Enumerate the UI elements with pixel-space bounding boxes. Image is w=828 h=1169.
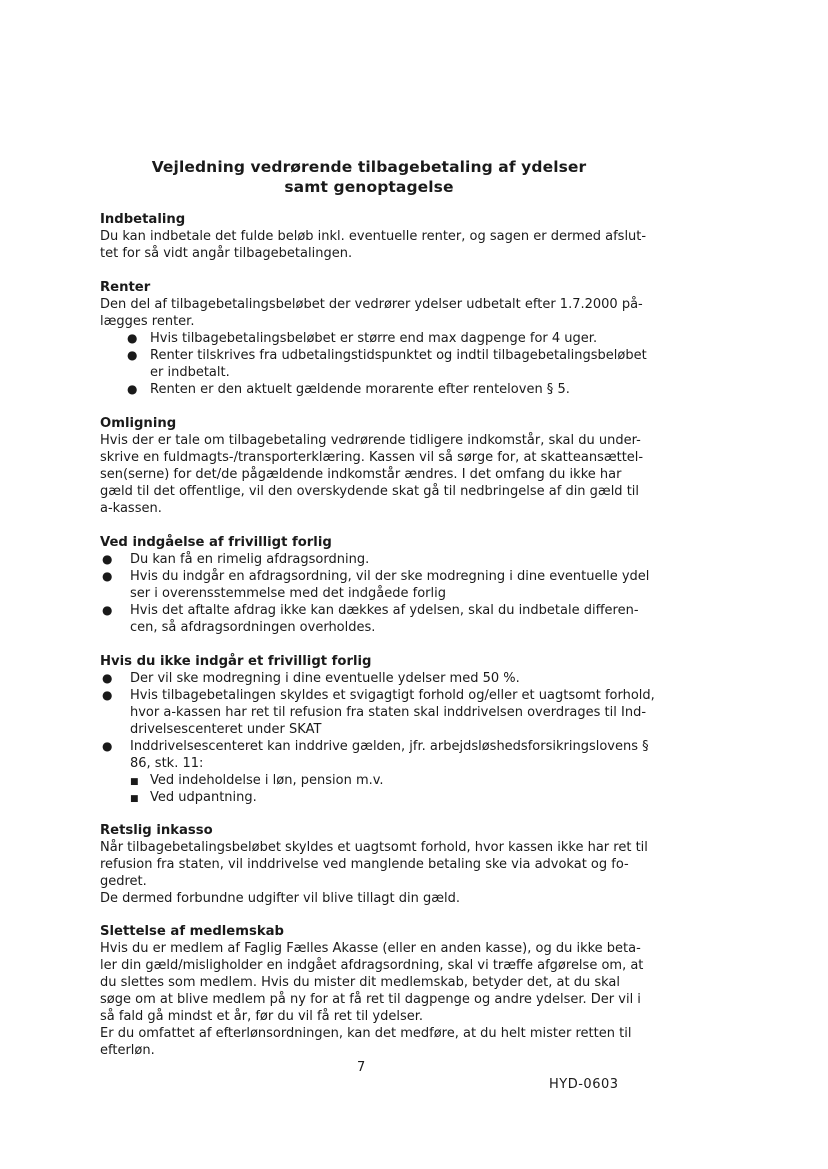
document-title [0,157,738,197]
title-line-2: samt genoptagelse [284,178,454,196]
section-heading: Retslig inkasso [100,823,213,838]
section-text: Når tilbagebetalingsbeløbet skyldes et uagtsomt forhold, hvor kassen ikke har ret til refusion fra staten, vil inddrivelse ved manglende betaling ske via advokat og fo- gedret. De dermed forbundne udgifter vil blive tillagt din gæld. [100,840,648,906]
section-heading: Slettelse af medlemskab [100,924,284,939]
bullet-icon: ● [102,552,113,566]
list-item: ● Renten er den aktuelt gældende morarente efter renteloven § 5. [127,382,570,397]
section-indbetaling [100,211,700,262]
bullet-list [100,670,700,772]
section-slettelse [100,923,700,1059]
document-code: HYD-0603 [549,1077,619,1092]
section-omligning [100,415,700,517]
list-item: ● Der vil ske modregning i dine eventuelle ydelser med 50 %. [102,671,520,686]
bullet-icon: ● [102,739,113,753]
section-text: Den del af tilbagebetalingsbeløbet der vedrører ydelser udbetalt efter 1.7.2000 på- lægges renter. [100,297,643,329]
square-bullet-icon: ■ [130,794,139,804]
list-item: ● Renter tilskrives fra udbetalingstidspunktet og indtil tilbagebetalingsbeløbet er indbetalt. [127,348,647,380]
section-text: Du kan indbetale det fulde beløb inkl. eventuelle renter, og sagen er dermed afslut- tet for så vidt angår tilbagebetalingen. [100,229,647,261]
list-item: ● Hvis tilbagebetalingsbeløbet er større end max dagpenge for 4 uger. [127,331,598,346]
section-inkasso [100,822,700,907]
bullet-icon: ● [127,331,138,345]
list-item: ■ Ved indeholdelse i løn, pension m.v. [100,772,700,789]
section-heading: Ved indgåelse af frivilligt forlig [100,535,332,550]
section-text: Hvis du er medlem af Faglig Fælles Akasse (eller en anden kasse), og du ikke beta- ler din gæld/misligholder en indgået afdragsordning, skal vi træffe afgørelse om, at du slettes som medlem. Hvis du mister dit medlemskab, betyder det, at du skal søge om at blive medlem på ny for at få ret til dagpenge og andre ydelser. Der vil i så fald gå mindst et år, før du vil få ret til ydelser. Er du omfattet af efterlønsordningen, kan det medføre, at du helt mister retten til efterløn. [100,941,644,1058]
bullet-icon: ● [127,348,138,362]
bullet-icon: ● [102,569,113,583]
section-text: Hvis der er tale om tilbagebetaling vedrørende tidligere indkomstår, skal du under- skrive en fuldmagts-/transporterklæring. Kassen vil så sørge for, at skatteansættel- sen(serne) for det/de pågældende indkomstår ændres. I det omfang du ikke har gæld til det offentlige, vil den overskydende skat gå til nedbringelse af din gæld til a-kassen. [100,433,644,516]
list-item: ● Hvis du indgår en afdragsordning, vil der ske modregning i dine eventuelle ydel ser i overensstemmelse med det indgåede forlig [102,569,650,601]
section-forlig [100,534,700,636]
section-ikke-forlig [100,653,700,806]
section-heading: Hvis du ikke indgår et frivilligt forlig [100,654,372,669]
title-line-1: Vejledning vedrørende tilbagebetaling af ydelser [151,158,587,176]
section-heading: Omligning [100,416,177,431]
list-item: ■ Ved udpantning. [100,789,700,806]
section-renter [100,279,700,398]
bullet-icon: ● [102,603,113,617]
bullet-icon: ● [102,688,113,702]
list-item: ● Du kan få en rimelig afdragsordning. [102,552,370,567]
square-bullet-icon: ■ [130,777,139,787]
list-item: ● Inddrivelsescenteret kan inddrive gælden, jfr. arbejdsløshedsforsikringslovens § 86, stk. 11: [102,739,649,771]
page-number: 7 [357,1060,366,1075]
section-heading: Indbetaling [100,212,186,227]
bullet-list [100,551,700,636]
sub-bullet-list [100,772,700,806]
list-item: ● Hvis tilbagebetalingen skyldes et svigagtigt forhold og/eller et uagtsomt forhold, hvor a-kassen har ret til refusion fra staten skal inddrivelsen overdrages til Ind- drivelsescenteret under SKAT [102,688,655,737]
bullet-list [100,330,700,398]
bullet-icon: ● [102,671,113,685]
section-heading: Renter [100,280,151,295]
bullet-icon: ● [127,382,138,396]
list-item: ● Hvis det aftalte afdrag ikke kan dækkes af ydelsen, skal du indbetale differen- cen, så afdragsordningen overholdes. [102,603,639,635]
